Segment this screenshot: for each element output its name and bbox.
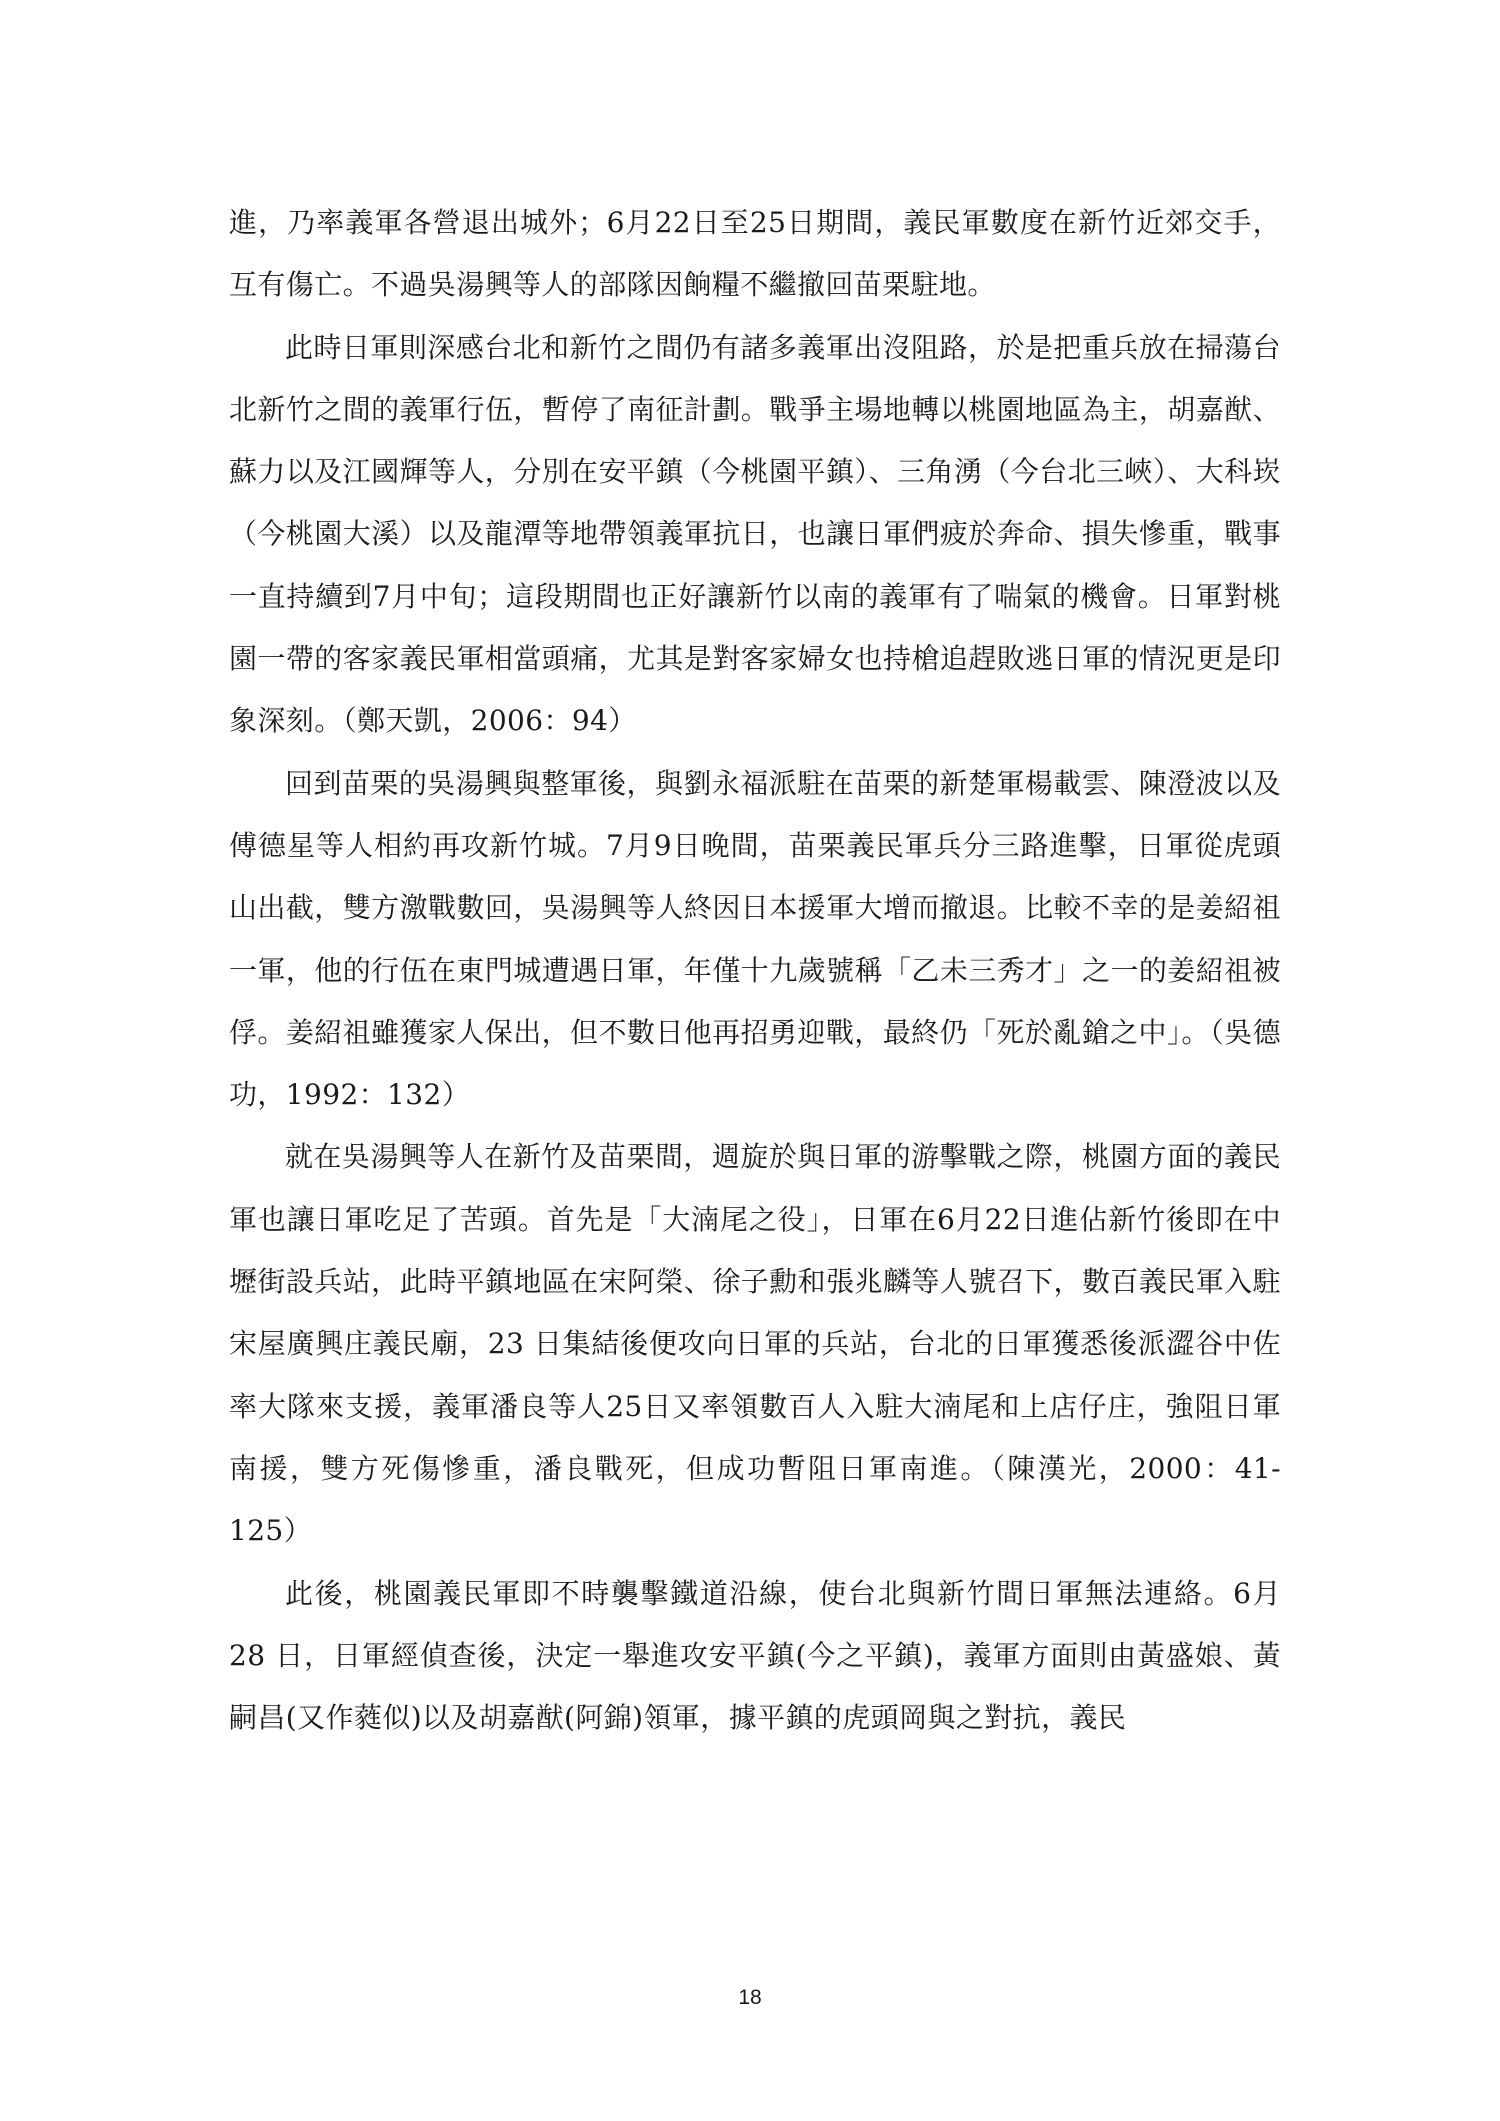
paragraph-2: 此時日軍則深感台北和新竹之間仍有諸多義軍出沒阻路，於是把重兵放在掃蕩台北新竹之間的義軍行伍，暫停了南征計劃。戰爭主場地轉以桃園地區為主，胡嘉猷、蘇力以及江國輝等人，分別在安平鎮（今桃園平鎮）、三角湧（今台北三峽）、大科崁（今桃園大溪）以及龍潭等地帶領義軍抗日，也讓日軍們疲於奔命、損失慘重，戰事一直持續到7月中旬；這段期間也正好讓新竹以南的義軍有了喘氣的機會。日軍對桃園一帶的客家義民軍相當頭痛，尤其是對客家婦女也持槍追趕敗逃日軍的情況更是印象深刻。（鄭天凱，2006：94） bbox=[229, 330, 1281, 738]
paragraph-3: 回到苗栗的吳湯興與整軍後，與劉永福派駐在苗栗的新楚軍楊載雲、陳澄波以及傅德星等人相約再攻新竹城。7月9日晚間，苗栗義民軍兵分三路進擊，日軍從虎頭山出截，雙方激戰數回，吳湯興等人終因日本援軍大增而撤退。比較不幸的是姜紹祖一軍，他的行伍在東門城遭遇日軍，年僅十九歲號稱「乙未三秀才」之一的姜紹祖被俘。姜紹祖雖獲家人保出，但不數日他再招勇迎戰，最終仍「死於亂鎗之中」。（吳德功，1992：132） bbox=[229, 766, 1281, 1112]
paragraph-1: 進，乃率義軍各營退出城外；6月22日至25日期間，義民軍數度在新竹近郊交手，互有傷亡。不過吳湯興等人的部隊因餉糧不繼撤回苗栗駐地。 bbox=[229, 206, 1281, 302]
body-text bbox=[229, 192, 1281, 1749]
paragraph-5: 此後，桃園義民軍即不時襲擊鐵道沿線，使台北與新竹間日軍無法連絡。6月 28 日，日軍經偵查後，決定一舉進攻安平鎮(今之平鎮)，義軍方面則由黃盛娘、黃嗣昌(又作蕤似)以及胡嘉猷(阿錦)領軍，據平鎮的虎頭岡與之對抗，義民 bbox=[229, 1576, 1281, 1735]
paragraph-4: 就在吳湯興等人在新竹及苗栗間，週旋於與日軍的游擊戰之際，桃園方面的義民軍也讓日軍吃足了苦頭。首先是「大湳尾之役」，日軍在6月22日進佔新竹後即在中壢街設兵站，此時平鎮地區在宋阿榮、徐子勳和張兆麟等人號召下，數百義民軍入駐宋屋廣興庄義民廟，23 日集結後便攻向日軍的兵站，台北的日軍獲悉後派澀谷中佐率大隊來支援，義軍潘良等人25日又率領數百人入駐大湳尾和上店仔庄，強阻日軍南援，雙方死傷慘重，潘良戰死，但成功暫阻日軍南進。（陳漢光，2000：41-125） bbox=[229, 1140, 1281, 1548]
page-number: 18 bbox=[738, 1986, 762, 2009]
